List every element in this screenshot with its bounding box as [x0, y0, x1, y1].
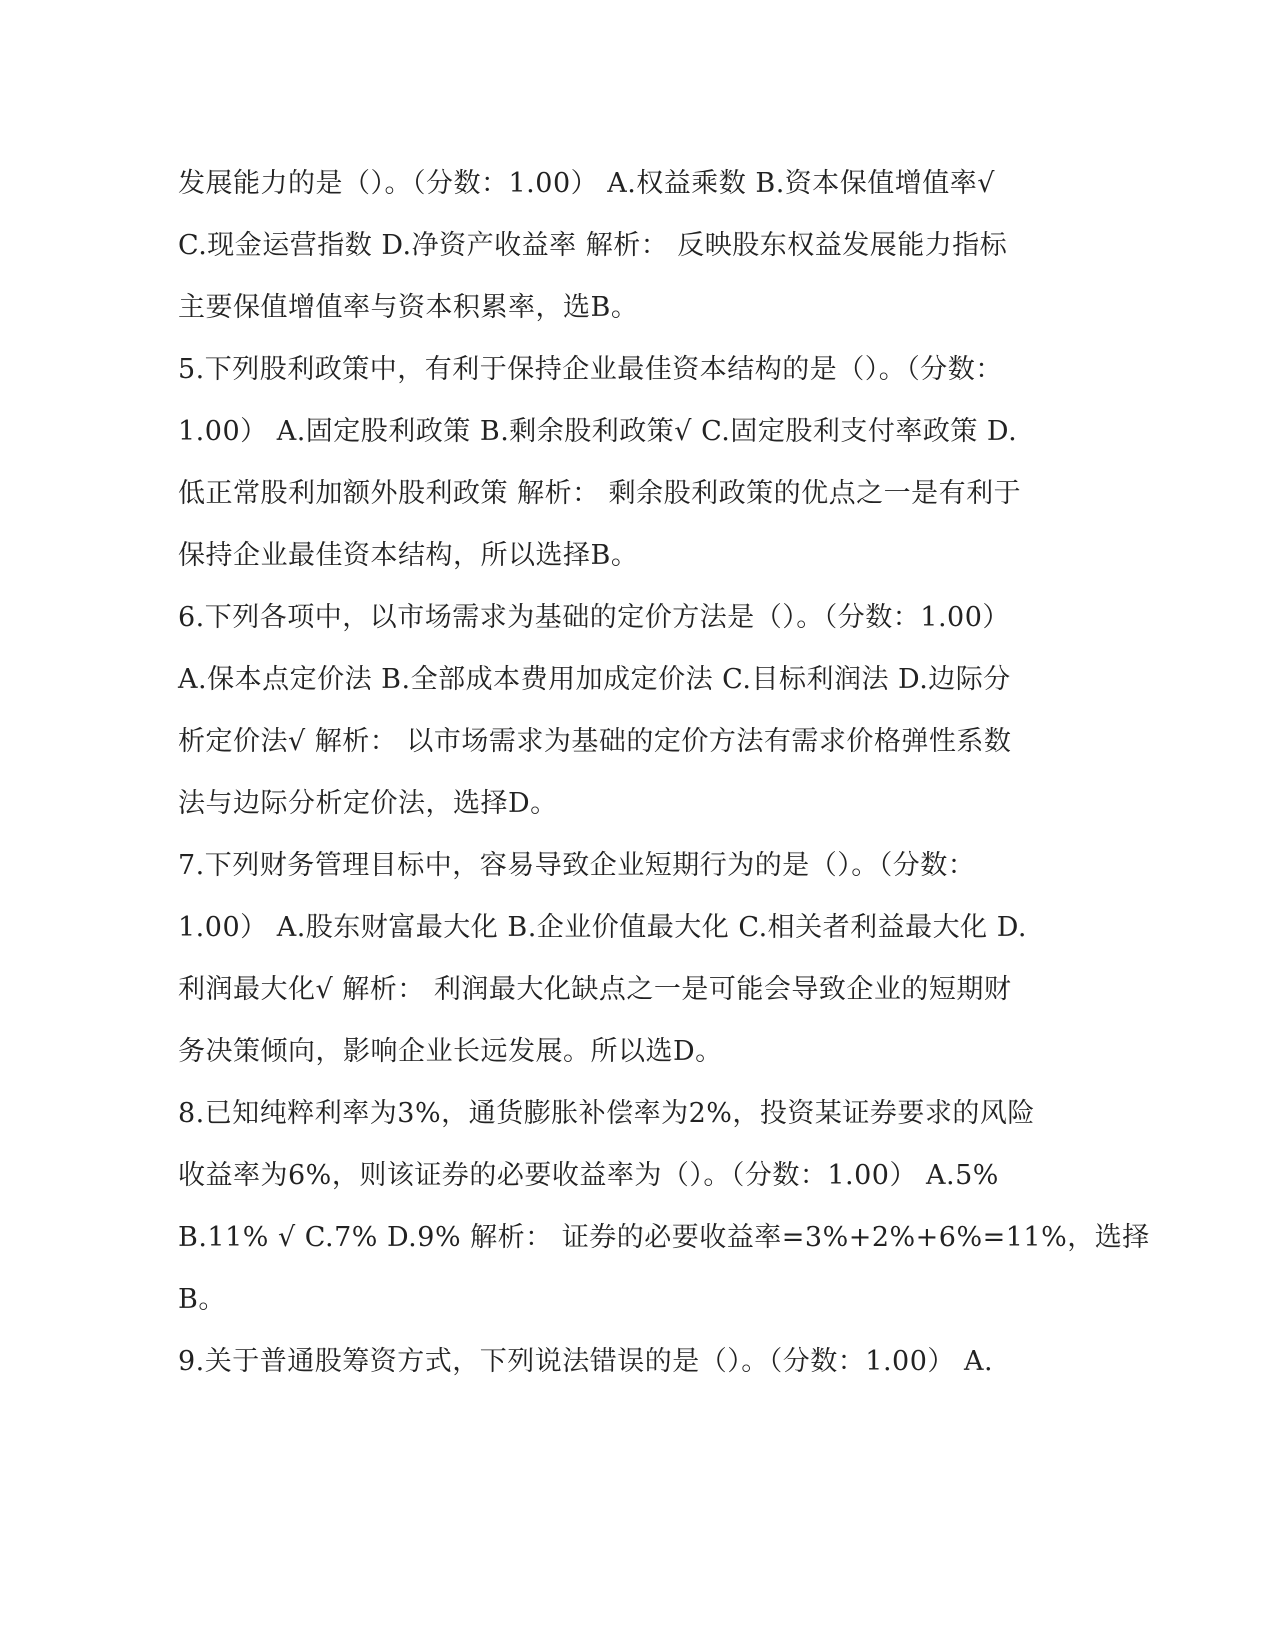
question-9-line-1: 9.关于普通股筹资方式，下列说法错误的是（）。（分数：1.00） A.	[178, 1346, 994, 1377]
document-body	[178, 160, 1150, 1400]
question-7-line-3: 利润最大化√ 解析： 利润最大化缺点之一是可能会导致企业的短期财	[178, 974, 1012, 1005]
question-5-line-3: 低正常股利加额外股利政策 解析： 剩余股利政策的优点之一是有利于	[178, 478, 1022, 509]
question-7-line-1: 7.下列财务管理目标中，容易导致企业短期行为的是（）。（分数：	[178, 850, 976, 881]
question-6-line-2: A.保本点定价法 B.全部成本费用加成定价法 C.目标利润法 D.边际分	[178, 664, 1011, 695]
question-8-line-4: B。	[178, 1284, 226, 1315]
question-5-line-4: 保持企业最佳资本结构，所以选择B。	[178, 540, 639, 571]
question-8-line-3: B.11% √ C.7% D.9% 解析： 证券的必要收益率=3%+2%+6%=11%，选择	[178, 1222, 1150, 1253]
question-6-line-3: 析定价法√ 解析： 以市场需求为基础的定价方法有需求价格弹性系数	[178, 726, 1012, 757]
text-line-3: 主要保值增值率与资本积累率，选B。	[178, 292, 639, 323]
question-8-line-2: 收益率为6%，则该证券的必要收益率为（）。（分数：1.00） A.5%	[178, 1160, 999, 1191]
question-5-line-1: 5.下列股利政策中，有利于保持企业最佳资本结构的是（）。（分数：	[178, 354, 1003, 385]
question-7-line-4: 务决策倾向，影响企业长远发展。所以选D。	[178, 1036, 723, 1067]
question-6-line-4: 法与边际分析定价法，选择D。	[178, 788, 558, 819]
text-line-2: C.现金运营指数 D.净资产收益率 解析： 反映股东权益发展能力指标	[178, 230, 1008, 261]
question-7-line-2: 1.00） A.股东财富最大化 B.企业价值最大化 C.相关者利益最大化 D.	[178, 912, 1027, 943]
question-6-line-1: 6.下列各项中，以市场需求为基础的定价方法是（）。（分数：1.00）	[178, 602, 1010, 633]
question-8-line-1: 8.已知纯粹利率为3%，通货膨胀补偿率为2%，投资某证券要求的风险	[178, 1098, 1035, 1129]
text-line-1: 发展能力的是（）。（分数：1.00） A.权益乘数 B.资本保值增值率√	[178, 168, 995, 199]
question-5-line-2: 1.00） A.固定股利政策 B.剩余股利政策√ C.固定股利支付率政策 D.	[178, 416, 1018, 447]
